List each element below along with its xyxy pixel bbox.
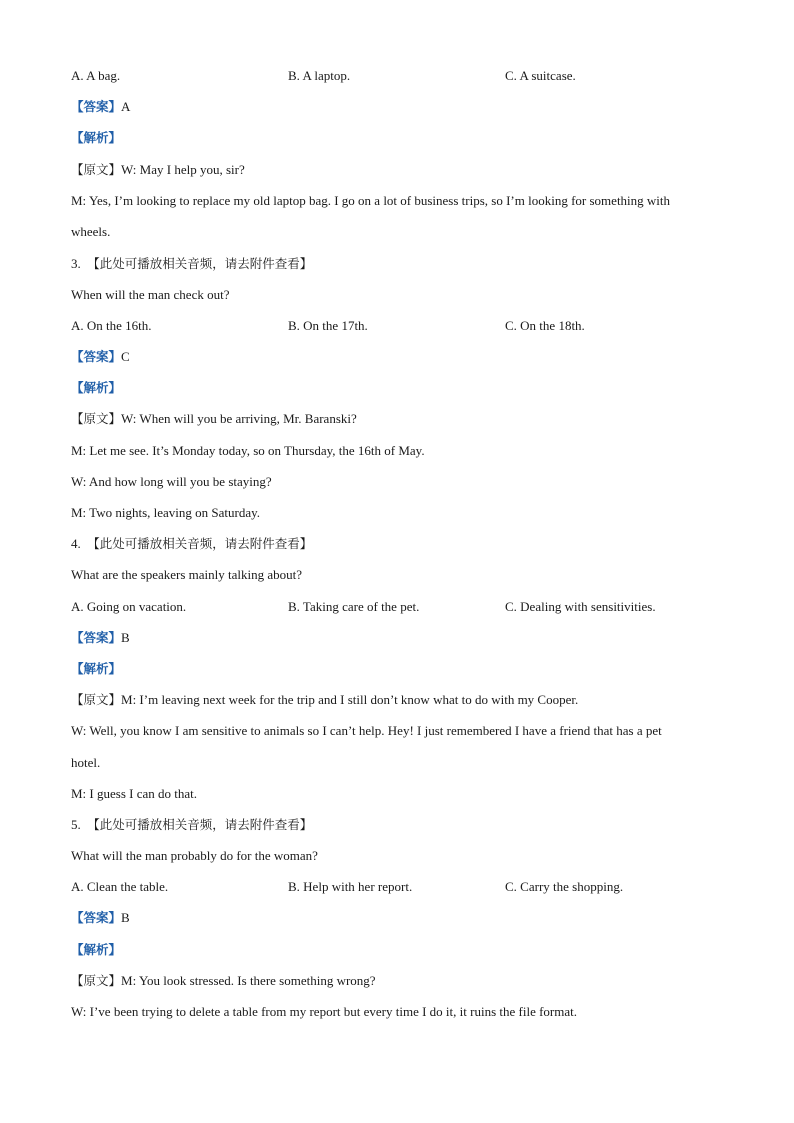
question-number: 3. — [71, 256, 81, 271]
transcript-label: 【原文】 — [71, 692, 122, 707]
transcript-label: 【原文】 — [71, 411, 122, 426]
q4-transcript-line-4: M: I guess I can do that. — [71, 786, 198, 801]
q3-analysis — [71, 380, 121, 396]
transcript-text: M: You look stressed. Is there something wrong? — [121, 973, 376, 988]
q4-analysis — [71, 661, 121, 677]
audio-note: 【此处可播放相关音频，请去附件查看】 — [87, 817, 313, 832]
q4-transcript-line-2: W: Well, you know I am sensitive to animals so I can’t help. Hey! I just remembered I have a friend that has a pet — [71, 723, 662, 738]
answer-label: 【答案】 — [71, 349, 122, 364]
q2-transcript-line-2: M: Yes, I’m looking to replace my old laptop bag. I go on a lot of business trips, so I’m looking for something with — [71, 193, 671, 208]
transcript-label: 【原文】 — [71, 162, 122, 177]
analysis-label: 【解析】 — [71, 661, 122, 676]
q3-option-a: A. On the 16th. — [71, 318, 152, 333]
answer-label: 【答案】 — [71, 630, 122, 645]
q4-transcript-line-3: hotel. — [71, 755, 101, 770]
transcript-label: 【原文】 — [71, 973, 122, 988]
question-number: 5. — [71, 817, 81, 832]
answer-value: C — [121, 349, 130, 364]
q2-answer — [71, 99, 130, 115]
transcript-text: W: May I help you, sir? — [121, 162, 245, 177]
q3-question: When will the man check out? — [71, 287, 230, 302]
question-number: 4. — [71, 536, 81, 551]
q2-transcript-line-1 — [71, 162, 245, 178]
answer-label: 【答案】 — [71, 99, 122, 114]
q3-header — [71, 256, 312, 272]
q5-header — [71, 817, 312, 833]
q3-transcript-line-4: M: Two nights, leaving on Saturday. — [71, 505, 261, 520]
q4-header — [71, 536, 312, 552]
q3-transcript-line-1 — [71, 411, 357, 427]
analysis-label: 【解析】 — [71, 130, 122, 145]
q4-option-c: C. Dealing with sensitivities. — [505, 599, 656, 614]
analysis-label: 【解析】 — [71, 380, 122, 395]
q5-transcript-line-1 — [71, 973, 376, 989]
q4-answer — [71, 630, 130, 646]
q2-option-b: B. A laptop. — [288, 68, 351, 83]
q5-option-a: A. Clean the table. — [71, 879, 169, 894]
answer-label: 【答案】 — [71, 910, 122, 925]
q5-transcript-line-2: W: I’ve been trying to delete a table from my report but every time I do it, it ruins the file format. — [71, 1004, 577, 1019]
q5-question: What will the man probably do for the woman? — [71, 848, 318, 863]
q5-option-b: B. Help with her report. — [288, 879, 413, 894]
q2-transcript-line-3: wheels. — [71, 224, 111, 239]
audio-note: 【此处可播放相关音频，请去附件查看】 — [87, 256, 313, 271]
answer-value: B — [121, 630, 130, 645]
q5-answer — [71, 910, 130, 926]
q4-question: What are the speakers mainly talking about? — [71, 567, 303, 582]
analysis-label: 【解析】 — [71, 942, 122, 957]
transcript-text: M: I’m leaving next week for the trip and I still don’t know what to do with my Cooper. — [121, 692, 579, 707]
transcript-text: W: When will you be arriving, Mr. Baranski? — [121, 411, 357, 426]
q3-transcript-line-2: M: Let me see. It’s Monday today, so on Thursday, the 16th of May. — [71, 443, 425, 458]
answer-value: B — [121, 910, 130, 925]
q2-option-a: A. A bag. — [71, 68, 121, 83]
q3-option-c: C. On the 18th. — [505, 318, 585, 333]
q3-transcript-line-3: W: And how long will you be staying? — [71, 474, 272, 489]
q5-analysis — [71, 942, 121, 958]
q4-transcript-line-1 — [71, 692, 578, 708]
audio-note: 【此处可播放相关音频，请去附件查看】 — [87, 536, 313, 551]
q4-option-a: A. Going on vacation. — [71, 599, 187, 614]
q4-option-b: B. Taking care of the pet. — [288, 599, 420, 614]
q5-option-c: C. Carry the shopping. — [505, 879, 624, 894]
answer-value: A — [121, 99, 131, 114]
q3-answer — [71, 349, 130, 365]
q2-option-c: C. A suitcase. — [505, 68, 576, 83]
q3-option-b: B. On the 17th. — [288, 318, 368, 333]
q2-analysis — [71, 130, 121, 146]
